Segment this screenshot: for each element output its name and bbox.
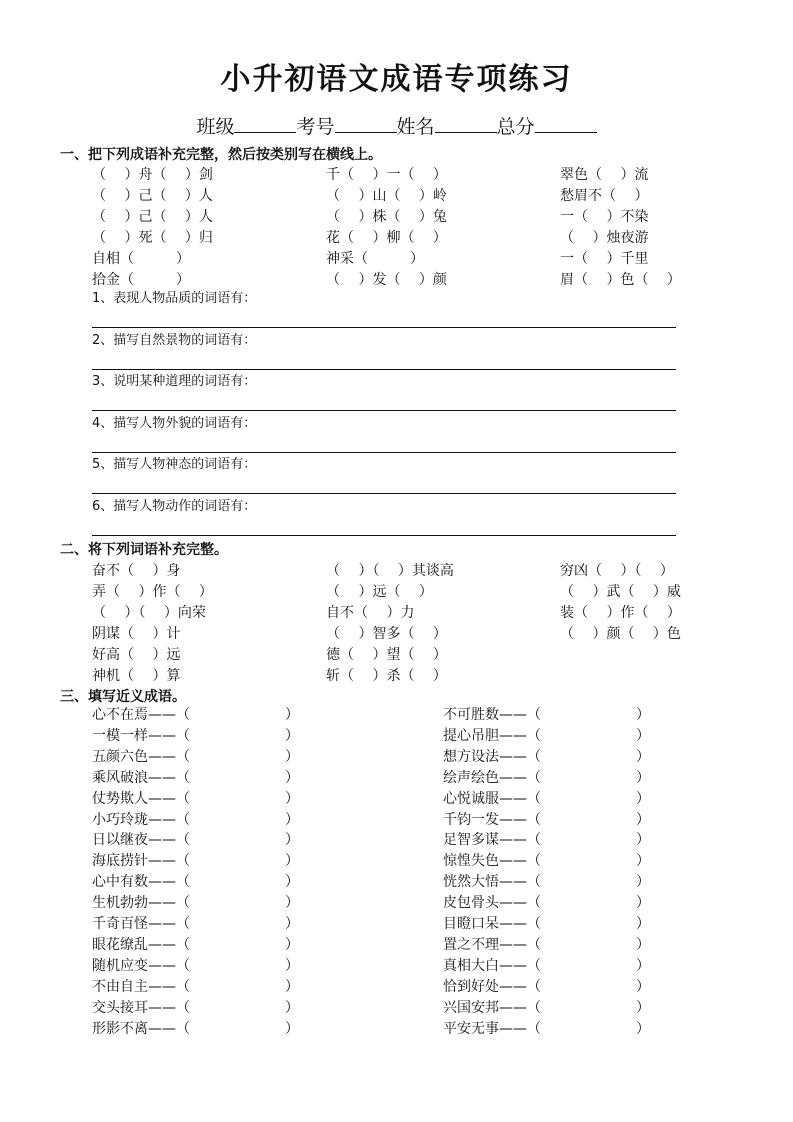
idiom-blank-item: （ ）己（ ）人 bbox=[92, 188, 213, 204]
answer-close-paren: ） bbox=[636, 874, 650, 891]
idiom-blank-item: （ ）舟（ ）剑 bbox=[92, 167, 213, 183]
answer-line[interactable] bbox=[92, 535, 676, 536]
synonym-row bbox=[92, 873, 190, 891]
idiom-blank-item: （ ）发（ ）颜 bbox=[326, 272, 447, 288]
idiom-blank-item: （ ）智多（ ） bbox=[326, 626, 447, 642]
answer-line[interactable] bbox=[92, 369, 676, 370]
class-blank[interactable] bbox=[234, 112, 296, 133]
name-blank[interactable] bbox=[435, 112, 497, 133]
answer-open-paren[interactable]: ——（ bbox=[499, 707, 541, 723]
idiom-blank-item: 阴谋（ ）计 bbox=[92, 626, 181, 642]
answer-close-paren: ） bbox=[636, 999, 650, 1016]
answer-open-paren[interactable]: ——（ bbox=[499, 748, 541, 765]
synonym-row bbox=[443, 831, 541, 849]
idiom-word: 心不在焉 bbox=[92, 707, 148, 723]
synonym-row bbox=[443, 769, 541, 787]
synonym-row bbox=[92, 790, 190, 808]
idiom-word: 眼花缭乱 bbox=[92, 936, 148, 953]
synonym-row bbox=[92, 852, 190, 870]
idiom-blank-item: （ ）（ ）其谈高 bbox=[326, 563, 454, 579]
synonym-row bbox=[92, 727, 190, 745]
number-blank[interactable] bbox=[335, 112, 397, 133]
idiom-blank-item: 自相（ ） bbox=[92, 251, 190, 267]
answer-open-paren[interactable]: ——（ bbox=[499, 999, 541, 1016]
answer-close-paren: ） bbox=[285, 978, 299, 995]
category-label: 6、描写人物动作的词语有： bbox=[92, 498, 257, 514]
synonym-row bbox=[443, 999, 541, 1017]
answer-open-paren[interactable]: ——（ bbox=[148, 957, 190, 974]
idiom-blank-item: 装（ ）作（ ） bbox=[560, 605, 681, 621]
category-label: 2、描写自然景物的词语有： bbox=[92, 332, 257, 348]
answer-open-paren[interactable]: ——（ bbox=[148, 999, 190, 1016]
idiom-blank-item: 穷凶（ ）（ ） bbox=[560, 563, 674, 579]
idiom-word: 心悦诚服 bbox=[443, 790, 499, 807]
idiom-word: 兴国安邦 bbox=[443, 999, 499, 1016]
idiom-word: 交头接耳 bbox=[92, 999, 148, 1016]
synonym-row bbox=[443, 915, 541, 933]
synonym-row bbox=[92, 894, 190, 912]
answer-close-paren: ） bbox=[285, 916, 299, 932]
answer-open-paren[interactable]: ——（ bbox=[499, 957, 541, 974]
answer-close-paren: ） bbox=[636, 936, 650, 953]
idiom-word: 五颜六色 bbox=[92, 748, 148, 765]
answer-close-paren: ） bbox=[636, 957, 650, 974]
idiom-blank-item: （ ）株（ ）兔 bbox=[326, 209, 447, 225]
idiom-word: 惊惶失色 bbox=[443, 853, 499, 870]
answer-open-paren[interactable]: ——（ bbox=[148, 811, 190, 828]
idiom-blank-item: （ ）死（ ）归 bbox=[92, 230, 213, 246]
answer-close-paren: ） bbox=[285, 707, 299, 723]
answer-close-paren: ） bbox=[636, 853, 650, 870]
idiom-word: 日以继夜 bbox=[92, 832, 148, 849]
answer-close-paren: ） bbox=[636, 811, 650, 828]
answer-close-paren: ） bbox=[636, 769, 650, 786]
idiom-word: 绘声绘色 bbox=[443, 769, 499, 786]
answer-close-paren: ） bbox=[636, 978, 650, 995]
answer-open-paren[interactable]: ——（ bbox=[148, 853, 190, 870]
synonym-row bbox=[443, 873, 541, 891]
answer-open-paren[interactable]: ——（ bbox=[499, 895, 541, 912]
synonym-row bbox=[443, 727, 541, 745]
idiom-word: 心中有数 bbox=[92, 874, 148, 891]
idiom-word: 千钧一发 bbox=[443, 811, 499, 828]
idiom-blank-item: 好高（ ）远 bbox=[92, 647, 181, 663]
idiom-word: 恰到好处 bbox=[443, 978, 499, 995]
answer-open-paren[interactable]: ——（ bbox=[499, 727, 541, 744]
answer-close-paren: ） bbox=[285, 853, 299, 870]
answer-open-paren[interactable]: ——（ bbox=[148, 936, 190, 953]
idiom-word: 海底捞针 bbox=[92, 853, 148, 870]
answer-open-paren[interactable]: ——（ bbox=[499, 832, 541, 849]
idiom-blank-item: 神机（ ）算 bbox=[92, 668, 181, 684]
number-label: 考号 bbox=[296, 116, 335, 138]
idiom-word: 生机勃勃 bbox=[92, 895, 148, 912]
answer-line[interactable] bbox=[92, 327, 676, 328]
idiom-word: 想方设法 bbox=[443, 748, 499, 765]
answer-close-paren: ） bbox=[636, 727, 650, 744]
idiom-word: 不可胜数 bbox=[443, 707, 499, 723]
score-label: 总分 bbox=[496, 116, 535, 138]
idiom-word: 皮包骨头 bbox=[443, 895, 499, 912]
synonym-row bbox=[443, 706, 541, 724]
answer-open-paren[interactable]: ——（ bbox=[148, 748, 190, 765]
synonym-row bbox=[443, 852, 541, 870]
answer-close-paren: ） bbox=[285, 727, 299, 744]
answer-close-paren: ） bbox=[285, 999, 299, 1016]
synonym-row bbox=[92, 999, 190, 1017]
answer-close-paren: ） bbox=[636, 790, 650, 807]
synonym-row bbox=[92, 1020, 190, 1038]
idiom-blank-item: 愁眉不（ ） bbox=[560, 188, 649, 204]
category-label: 3、说明某种道理的词语有： bbox=[92, 374, 257, 389]
answer-open-paren[interactable]: ——（ bbox=[148, 916, 190, 932]
answer-close-paren: ） bbox=[636, 895, 650, 912]
idiom-blank-item: 奋不（ ）身 bbox=[92, 563, 181, 579]
idiom-blank-item: 一（ ）千里 bbox=[560, 251, 649, 267]
answer-line[interactable] bbox=[92, 452, 676, 453]
idiom-blank-item: （ ）己（ ）人 bbox=[92, 209, 213, 225]
idiom-word: 提心吊胆 bbox=[443, 727, 499, 744]
idiom-word: 置之不理 bbox=[443, 936, 499, 953]
name-label: 姓名 bbox=[396, 116, 435, 138]
category-label: 4、描写人物外貌的词语有： bbox=[92, 415, 257, 431]
idiom-word: 乘风破浪 bbox=[92, 769, 148, 786]
synonym-row bbox=[92, 831, 190, 849]
answer-open-paren[interactable]: ——（ bbox=[148, 874, 190, 891]
answer-open-paren[interactable]: ——（ bbox=[499, 916, 541, 932]
idiom-blank-item: 千（ ）一（ ） bbox=[326, 167, 447, 183]
idiom-word: 真相大白 bbox=[443, 957, 499, 974]
answer-line[interactable] bbox=[92, 410, 676, 411]
answer-open-paren[interactable]: ——（ bbox=[499, 874, 541, 891]
idiom-blank-item: 神采（ ） bbox=[326, 251, 424, 267]
idiom-blank-item: 花（ ）柳（ ） bbox=[326, 230, 447, 246]
answer-open-paren[interactable]: ——（ bbox=[499, 853, 541, 870]
synonym-row bbox=[92, 706, 190, 724]
idiom-blank-item: （ ）远（ ） bbox=[326, 584, 433, 600]
synonym-row bbox=[92, 936, 190, 954]
synonym-row bbox=[92, 957, 190, 975]
answer-open-paren[interactable]: ——（ bbox=[148, 727, 190, 744]
answer-close-paren: ） bbox=[636, 748, 650, 765]
idiom-word: 平安无事 bbox=[443, 1020, 499, 1037]
synonym-row bbox=[92, 769, 190, 787]
synonym-row bbox=[443, 894, 541, 912]
idiom-word: 随机应变 bbox=[92, 957, 148, 974]
student-info-line bbox=[0, 112, 793, 140]
idiom-blank-item: 德（ ）望（ ） bbox=[326, 647, 447, 663]
idiom-blank-item: （ ）烛夜游 bbox=[560, 230, 649, 246]
answer-close-paren: ） bbox=[285, 769, 299, 786]
synonym-row bbox=[92, 978, 190, 996]
synonym-row bbox=[443, 978, 541, 996]
answer-open-paren[interactable]: ——（ bbox=[148, 895, 190, 912]
answer-close-paren: ） bbox=[285, 957, 299, 974]
synonym-row bbox=[92, 811, 190, 829]
category-label: 1、表现人物品质的词语有： bbox=[92, 291, 257, 306]
idiom-blank-item: （ ）武（ ）威 bbox=[560, 584, 681, 600]
section2-title: 二、将下列词语补充完整。 bbox=[60, 542, 228, 558]
answer-open-paren[interactable]: ——（ bbox=[148, 769, 190, 786]
answer-close-paren: ） bbox=[285, 832, 299, 849]
synonym-row bbox=[443, 1020, 541, 1038]
idiom-blank-item: 翠色（ ）流 bbox=[560, 167, 649, 183]
answer-close-paren: ） bbox=[285, 790, 299, 807]
synonym-row bbox=[443, 790, 541, 808]
idiom-word: 足智多谋 bbox=[443, 832, 499, 849]
idiom-blank-item: 自不（ ）力 bbox=[326, 605, 415, 621]
synonym-row bbox=[92, 748, 190, 766]
idiom-word: 恍然大悟 bbox=[443, 874, 499, 891]
answer-open-paren[interactable]: ——（ bbox=[499, 936, 541, 953]
answer-open-paren[interactable]: ——（ bbox=[499, 978, 541, 995]
answer-close-paren: ） bbox=[285, 874, 299, 891]
idiom-word: 仗势欺人 bbox=[92, 790, 148, 807]
idiom-word: 一模一样 bbox=[92, 727, 148, 744]
answer-open-paren[interactable]: ——（ bbox=[499, 769, 541, 786]
answer-open-paren[interactable]: ——（ bbox=[499, 790, 541, 807]
answer-close-paren: ） bbox=[636, 1020, 650, 1037]
idiom-blank-item: （ ）山（ ）岭 bbox=[326, 188, 447, 204]
answer-close-paren: ） bbox=[636, 832, 650, 849]
synonym-row bbox=[443, 957, 541, 975]
answer-open-paren[interactable]: ——（ bbox=[148, 790, 190, 807]
category-label: 5、描写人物神态的词语有： bbox=[92, 457, 257, 472]
answer-open-paren[interactable]: ——（ bbox=[148, 1020, 190, 1037]
synonym-row bbox=[443, 936, 541, 954]
answer-close-paren: ） bbox=[285, 1020, 299, 1037]
answer-open-paren[interactable]: ——（ bbox=[148, 978, 190, 995]
idiom-word: 千奇百怪 bbox=[92, 916, 148, 932]
section1-title: 一、把下列成语补充完整，然后按类别写在横线上。 bbox=[60, 147, 382, 163]
class-label: 班级 bbox=[196, 116, 235, 138]
idiom-blank-item: 弄（ ）作（ ） bbox=[92, 584, 213, 600]
answer-close-paren: ） bbox=[636, 707, 650, 723]
answer-close-paren: ） bbox=[636, 916, 650, 932]
answer-open-paren[interactable]: ——（ bbox=[148, 707, 190, 723]
synonym-row bbox=[443, 811, 541, 829]
idiom-blank-item: （ ）颜（ ）色 bbox=[560, 626, 681, 642]
page-title: 小升初语文成语专项练习 bbox=[220, 62, 573, 97]
section3-title: 三、填写近义成语。 bbox=[60, 689, 186, 705]
answer-close-paren: ） bbox=[285, 748, 299, 765]
answer-open-paren[interactable]: ——（ bbox=[499, 811, 541, 828]
idiom-word: 目瞪口呆 bbox=[443, 916, 499, 932]
idiom-blank-item: 拾金（ ） bbox=[92, 272, 190, 288]
synonym-row bbox=[92, 915, 190, 933]
answer-open-paren[interactable]: ——（ bbox=[148, 832, 190, 849]
answer-close-paren: ） bbox=[285, 811, 299, 828]
idiom-word: 形影不离 bbox=[92, 1020, 148, 1037]
idiom-word: 不由自主 bbox=[92, 978, 148, 995]
idiom-blank-item: 斩（ ）杀（ ） bbox=[326, 668, 447, 684]
answer-close-paren: ） bbox=[285, 936, 299, 953]
score-blank[interactable] bbox=[535, 112, 597, 133]
synonym-row bbox=[443, 748, 541, 766]
idiom-word: 小巧玲珑 bbox=[92, 811, 148, 828]
idiom-blank-item: 眉（ ）色（ ） bbox=[560, 272, 681, 288]
answer-close-paren: ） bbox=[285, 895, 299, 912]
answer-line[interactable] bbox=[92, 493, 676, 494]
idiom-blank-item: 一（ ）不染 bbox=[560, 209, 649, 225]
answer-open-paren[interactable]: ——（ bbox=[499, 1020, 541, 1037]
idiom-blank-item: （ ）（ ）向荣 bbox=[92, 605, 206, 621]
